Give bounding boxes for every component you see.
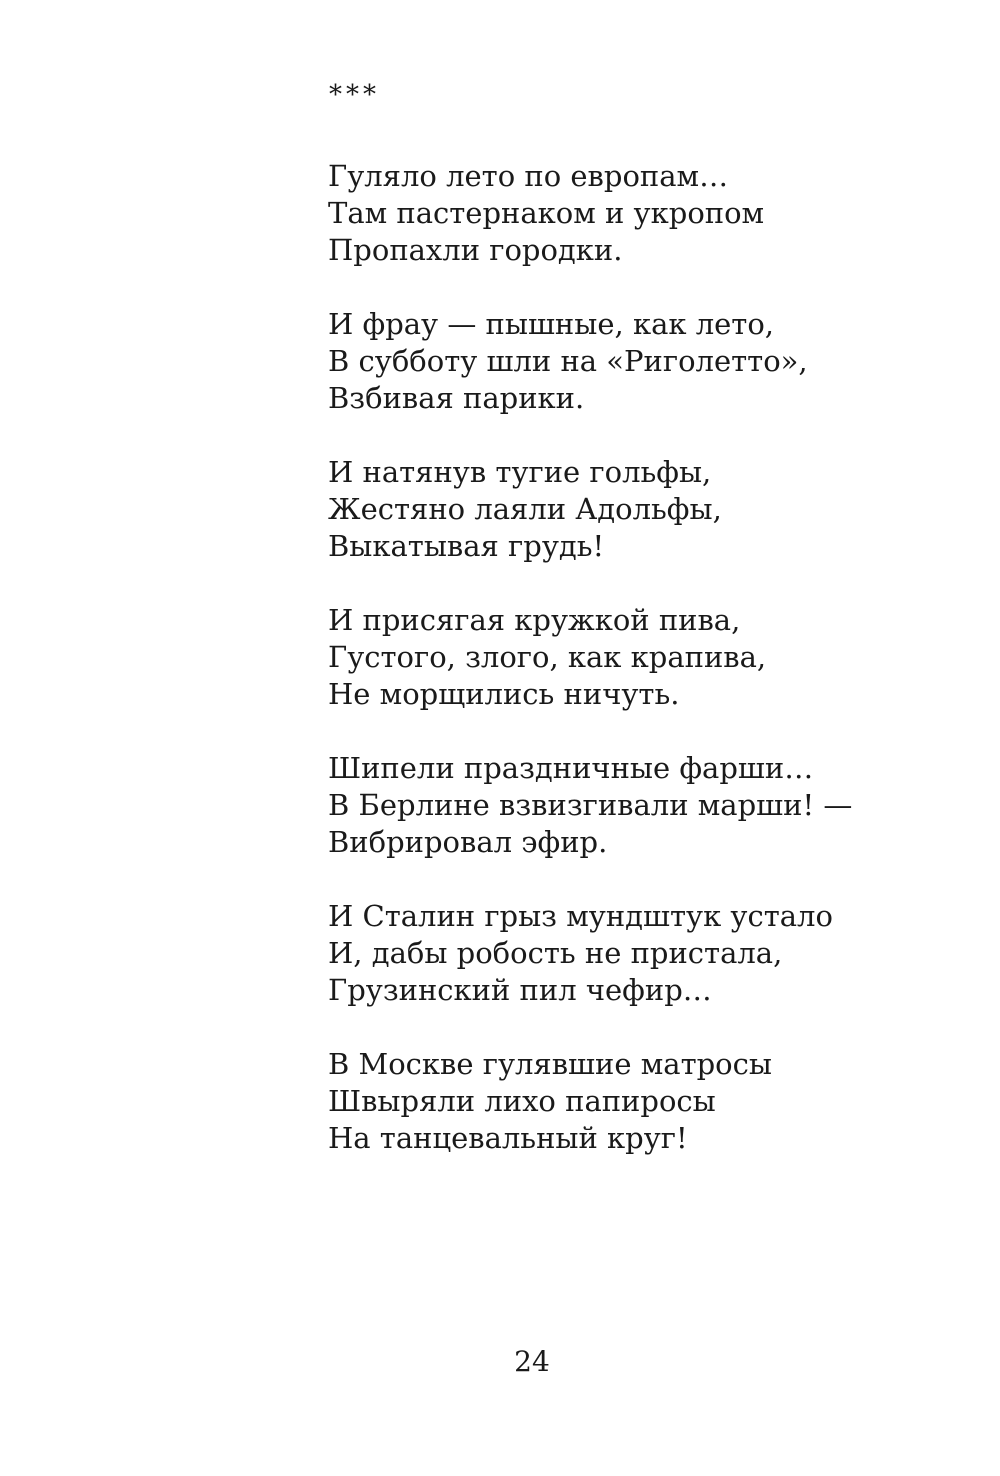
poem-line: И присягая кружкой пива, [328,603,741,637]
stanza-4 [328,602,968,713]
stanza-2 [328,306,968,417]
poem-line: Швыряли лихо папиросы [328,1084,716,1118]
stanza-5 [328,750,968,861]
poem-line: В Москве гулявшие матросы [328,1047,772,1081]
poem-line: Выкатывая грудь! [328,529,605,563]
poem-line: В Берлине взвизгивали марши! — [328,788,853,822]
stanza-3 [328,454,968,565]
poem-heading: *** [329,80,380,110]
poem-line: Шипели праздничные фарши… [328,751,814,785]
poem-line: На танцевальный круг! [328,1121,688,1155]
poem-line: Гуляло лето по европам… [328,159,729,193]
poem-line: Грузинский пил чефир… [328,973,712,1007]
poem-line: И, дабы робость не пристала, [328,936,783,970]
poem-line: Пропахли городки. [328,233,623,267]
poem-line: Жестяно лаяли Адольфы, [328,492,722,526]
poem-line: В субботу шли на «Риголетто», [328,344,808,378]
poem-line: Густого, злого, как крапива, [328,640,767,674]
poem-line: Взбивая парики. [328,381,585,415]
poem-line: Не морщились ничуть. [328,677,680,711]
poem-line: Вибрировал эфир. [328,825,608,859]
stanza-7 [328,1046,968,1157]
poem-line: И натянув тугие гольфы, [328,455,712,489]
poem-line: Там пастернаком и укропом [328,196,765,230]
page-number: 24 [514,1345,550,1378]
stanza-1 [328,158,968,269]
stanza-6 [328,898,968,1009]
poem-body [328,158,968,1194]
poem-line: И фрау — пышные, как лето, [328,307,775,341]
poem-line: И Сталин грыз мундштук устало [328,899,833,933]
